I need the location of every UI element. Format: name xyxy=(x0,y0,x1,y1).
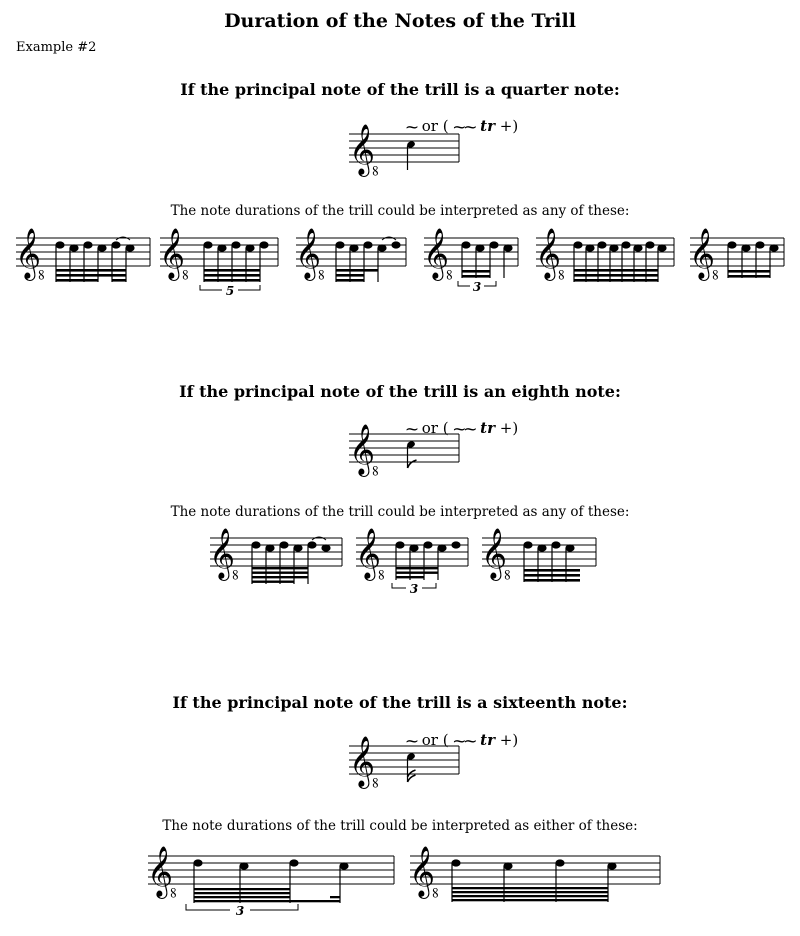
plus-label: +) xyxy=(499,117,519,135)
section-3-examples xyxy=(0,836,800,926)
tuplet-number: 5 xyxy=(225,284,235,298)
trill-example xyxy=(295,228,406,282)
tr-label: tr xyxy=(480,419,496,437)
trill-example xyxy=(147,846,394,918)
svg-text:𝄠: 𝄠 xyxy=(15,228,46,279)
trill-example xyxy=(159,228,278,298)
svg-text:𝄠: 𝄠 xyxy=(349,424,380,475)
or-label: or ( xyxy=(421,731,449,749)
svg-text:𝄠: 𝄠 xyxy=(349,736,380,787)
svg-text:𝄠: 𝄠 xyxy=(159,228,190,279)
mordent-icon: ⁓ xyxy=(406,734,417,748)
section-2-heading: If the principal note of the trill is an eighth note: xyxy=(179,382,621,401)
svg-text:𝄠: 𝄠 xyxy=(295,228,326,279)
section-2-examples xyxy=(0,520,800,600)
svg-text:𝄠: 𝄠 xyxy=(409,846,440,897)
plus-label: +) xyxy=(499,419,519,437)
treble-clef-8vb: 𝄠 xyxy=(349,124,380,175)
trill-squiggle-icon: ⁓⁓ xyxy=(453,422,476,436)
svg-text:𝄠: 𝄠 xyxy=(147,846,178,897)
trill-example xyxy=(481,528,596,582)
trill-example xyxy=(535,228,674,282)
eighth-flag xyxy=(408,460,417,468)
section-3-heading: If the principal note of the trill is a sixteenth note: xyxy=(172,693,628,712)
trill-example xyxy=(355,528,468,596)
trill-squiggle-icon: ⁓⁓ xyxy=(453,120,476,134)
tr-label: tr xyxy=(480,117,496,135)
section-2-caption: The note durations of the trill could be interpreted as any of these: xyxy=(170,504,630,520)
svg-text:𝄠: 𝄠 xyxy=(535,228,566,279)
svg-text:𝄠: 𝄠 xyxy=(209,528,240,579)
section-1-examples xyxy=(0,220,800,305)
or-label: or ( xyxy=(421,117,449,135)
trill-example xyxy=(15,228,150,282)
mordent-icon: ⁓ xyxy=(406,120,417,134)
or-label: or ( xyxy=(421,419,449,437)
trill-example xyxy=(689,228,784,281)
ornament-line-1 xyxy=(406,117,518,135)
mordent-icon: ⁓ xyxy=(406,422,417,436)
example-label: Example #2 xyxy=(16,40,97,55)
section-1-heading: If the principal note of the trill is a quarter note: xyxy=(180,80,620,99)
svg-text:𝄠: 𝄠 xyxy=(423,228,454,279)
ornament-line-2 xyxy=(406,419,518,437)
svg-text:𝄠: 𝄠 xyxy=(689,228,720,279)
tuplet-number: 3 xyxy=(409,582,419,596)
trill-example xyxy=(209,528,342,584)
section-1-caption: The note durations of the trill could be interpreted as any of these: xyxy=(170,203,630,219)
svg-text:𝄠: 𝄠 xyxy=(355,528,386,579)
trill-example xyxy=(409,846,660,902)
tr-label: tr xyxy=(480,731,496,749)
trill-squiggle-icon: ⁓⁓ xyxy=(453,734,476,748)
ornament-line-3 xyxy=(406,731,518,749)
page-title: Duration of the Notes of the Trill xyxy=(224,10,576,32)
svg-text:𝄠: 𝄠 xyxy=(481,528,512,579)
plus-label: +) xyxy=(499,731,519,749)
tuplet-number: 3 xyxy=(472,280,482,294)
tuplet-number: 3 xyxy=(235,904,245,918)
section-3-caption: The note durations of the trill could be interpreted as either of these: xyxy=(162,818,638,834)
trill-example xyxy=(423,228,518,294)
